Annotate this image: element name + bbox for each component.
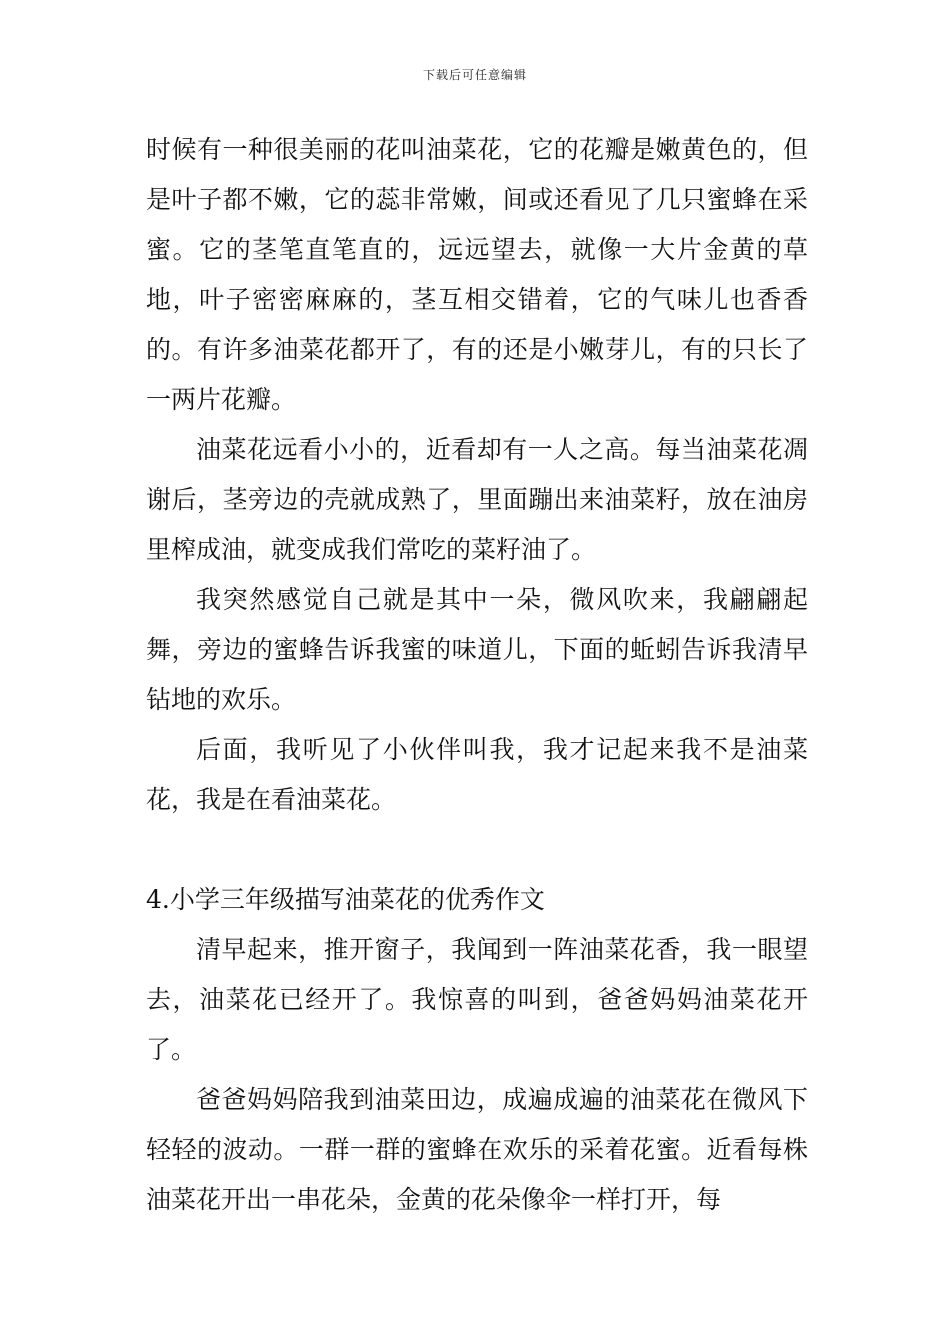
paragraph-5: 清早起来，推开窗子，我闻到一阵油菜花香，我一眼望去，油菜花已经开了。我惊喜的叫到，爸爸妈妈油菜花开了。 — [146, 935, 808, 1064]
paragraph-3: 我突然感觉自己就是其中一朵，微风吹来，我翩翩起舞，旁边的蜜蜂告诉我蜜的味道儿，下面的蚯蚓告诉我清早钻地的欢乐。 — [146, 585, 808, 714]
document-body — [146, 125, 808, 1225]
section-heading: 4.小学三年级描写油菜花的优秀作文 — [146, 885, 545, 914]
header-note: 下载后可任意编辑 — [422, 68, 527, 82]
paragraph-4: 后面，我听见了小伙伴叫我，我才记起来我不是油菜花，我是在看油菜花。 — [146, 735, 808, 814]
paragraph-6: 爸爸妈妈陪我到油菜田边，成遍成遍的油菜花在微风下轻轻的波动。一群一群的蜜蜂在欢乐的采着花蜜。近看每株油菜花开出一串花朵，金黄的花朵像伞一样打开，每 — [146, 1085, 808, 1214]
paragraph-2: 油菜花远看小小的，近看却有一人之高。每当油菜花凋谢后，茎旁边的壳就成熟了，里面蹦出来油菜籽，放在油房里榨成油，就变成我们常吃的菜籽油了。 — [146, 435, 808, 564]
paragraph-1: 时候有一种很美丽的花叫油菜花，它的花瓣是嫩黄色的，但是叶子都不嫩，它的蕊非常嫩，间或还看见了几只蜜蜂在采蜜。它的茎笔直笔直的，远远望去，就像一大片金黄的草地，叶子密密麻麻的，茎互相交错着，它的气味儿也香香的。有许多油菜花都开了，有的还是小嫩芽儿，有的只长了一两片花瓣。 — [146, 135, 808, 414]
